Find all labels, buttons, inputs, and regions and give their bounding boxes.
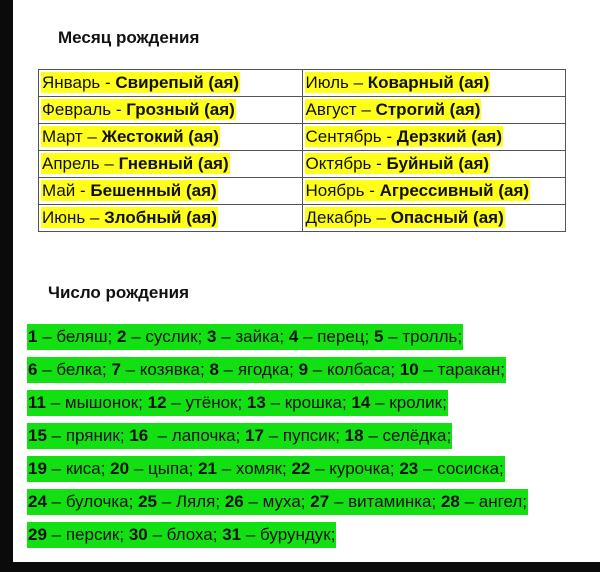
table-row [39,178,566,205]
day-number: 6 [28,360,38,379]
month-name: Март – [42,127,102,146]
table-row [39,124,566,151]
month-adjective: Агрессивный (ая) [379,181,530,200]
month-highlight [41,153,230,174]
day-number: 20 [110,459,130,478]
month-name: Январь - [42,73,116,92]
day-word: – мышонок; [45,393,148,412]
day-word: – хомяк; [216,459,292,478]
month-name: Декабрь – [305,208,391,227]
day-word: – белка; [37,360,112,379]
day-number: 29 [28,525,47,544]
month-cell [39,205,303,232]
day-number: 11 [28,393,46,412]
day-word: – сосиска; [418,459,504,478]
day-word: – курочка; [310,459,400,478]
month-highlight [305,126,504,147]
day-word: – пряник; [46,426,130,445]
day-word: – колбаса; [308,360,400,379]
month-highlight [41,207,218,228]
day-word: – муха; [243,492,311,511]
day-number: 10 [399,360,419,379]
month-adjective: Гневный (ая) [118,154,229,173]
day-number: 30 [128,525,148,544]
month-adjective: Злобный (ая) [104,208,217,227]
day-highlight [27,390,448,416]
days-row [27,423,528,449]
month-name: Июль – [305,73,368,92]
day-number: 21 [198,459,217,478]
month-cell [39,151,303,178]
day-number: 3 [207,327,217,346]
day-word: – крошка; [265,393,352,412]
day-word: – беляш; [37,327,118,346]
month-highlight [41,72,240,93]
day-number: 13 [246,393,266,412]
day-word: – бурундук; [241,525,336,544]
day-word: – цыпа; [129,459,199,478]
day-number: 17 [245,426,264,445]
days-row [27,390,528,416]
day-highlight [27,456,505,482]
month-cell [39,178,303,205]
months-table [38,69,566,232]
day-number: 23 [399,459,419,478]
day-word: – таракан; [418,360,505,379]
day-word: – зайка; [216,327,289,346]
day-number: 19 [28,459,47,478]
day-highlight [27,522,336,548]
table-row [39,70,566,97]
day-number: 1 [28,327,38,346]
month-adjective: Жестокий (ая) [101,127,219,146]
month-cell [302,205,566,232]
month-adjective: Опасный (ая) [390,208,504,227]
day-word: – утёнок; [166,393,247,412]
day-word: – лапочка; [148,426,246,445]
day-word: – блоха; [147,525,223,544]
day-number: 9 [298,360,309,379]
day-number: 15 [28,426,47,445]
month-highlight [305,72,491,93]
month-cell [302,70,566,97]
month-cell [39,97,303,124]
day-number: 4 [288,327,299,346]
month-highlight [41,180,218,201]
day-word: – киса; [46,459,111,478]
month-adjective: Свирепый (ая) [115,73,240,92]
month-cell [39,70,303,97]
day-word: – кролик; [370,393,447,412]
days-row [27,522,528,548]
month-cell [302,124,566,151]
day-highlight [27,489,528,515]
day-number: 24 [28,492,47,511]
days-row [27,456,528,482]
day-highlight [27,423,452,449]
day-number: 18 [344,426,364,445]
day-word: – ягодка; [218,360,299,379]
days-row [27,357,528,383]
day-word: – суслик; [126,327,207,346]
day-number: 14 [351,393,371,412]
day-number: 7 [111,360,121,379]
month-name: Сентябрь - [305,127,397,146]
day-word: – булочка; [46,492,139,511]
month-name: Ноябрь - [305,181,380,200]
month-highlight [41,99,236,120]
month-highlight [305,99,482,120]
day-number: 28 [440,492,460,511]
day-number: 26 [224,492,244,511]
month-adjective: Строгий (ая) [375,100,481,119]
month-highlight [41,126,220,147]
month-name: Август – [305,100,376,119]
day-word: – персик; [46,525,129,544]
month-adjective: Дерзкий (ая) [396,127,502,146]
day-number: 22 [291,459,311,478]
day-word: – перец; [298,327,374,346]
day-highlight [27,324,463,350]
day-number: 16 [129,426,149,445]
days-row [27,324,528,350]
day-word: – Ляля; [157,492,225,511]
day-number: 31 [222,525,242,544]
day-number: 27 [310,492,330,511]
document-page [13,0,600,562]
day-number: 8 [209,360,219,379]
days-title: Число рождения [48,283,190,302]
month-adjective: Буйный (ая) [386,154,490,173]
table-row [39,151,566,178]
month-cell [302,97,566,124]
month-highlight [305,207,505,228]
month-cell [302,151,566,178]
month-highlight [305,153,491,174]
month-name: Февраль - [42,100,127,119]
month-name: Апрель – [42,154,119,173]
days-row [27,489,528,515]
day-word: – ангел; [459,492,527,511]
day-number: 12 [147,393,167,412]
table-row [39,97,566,124]
day-number: 5 [373,327,384,346]
day-number: 2 [117,327,127,346]
month-cell [39,124,303,151]
month-name: Май - [42,181,91,200]
days-list [27,324,528,555]
month-cell [302,178,566,205]
month-highlight [305,180,531,201]
day-word: – витаминка; [329,492,441,511]
month-name: Октябрь - [305,154,387,173]
day-word: – козявка; [120,360,210,379]
month-adjective: Бешенный (ая) [90,181,217,200]
table-row [39,205,566,232]
months-title: Месяц рождения [58,28,200,47]
month-adjective: Грозный (ая) [126,100,235,119]
month-name: Июнь – [42,208,105,227]
day-word: – пупсик; [263,426,345,445]
day-number: 25 [138,492,157,511]
day-word: – селёдка; [363,426,452,445]
month-adjective: Коварный (ая) [367,73,490,92]
day-highlight [27,357,506,383]
day-word: – тролль; [383,327,463,346]
